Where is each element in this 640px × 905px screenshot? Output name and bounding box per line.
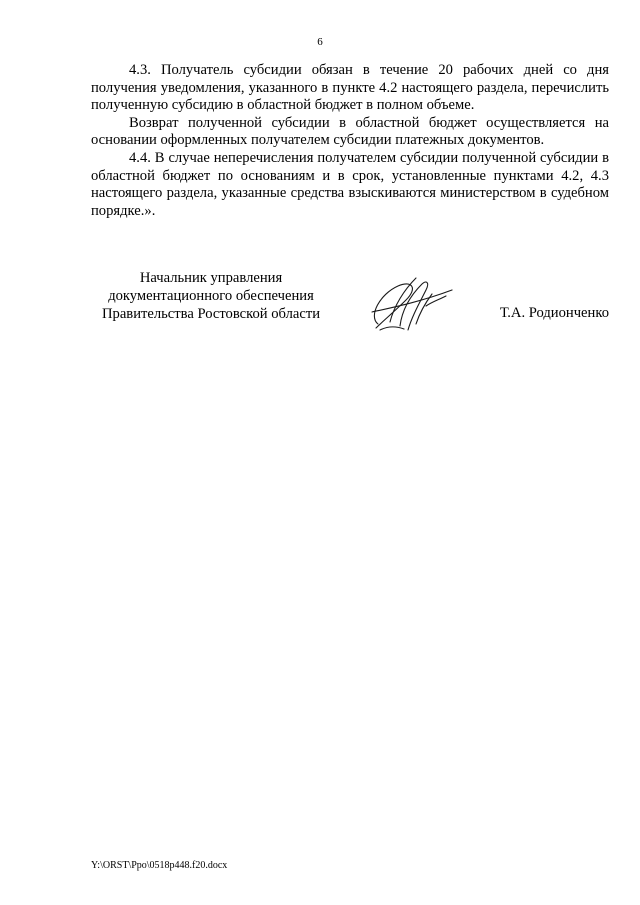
signatory-title-line: Правительства Ростовской области <box>101 306 321 322</box>
signatory-title <box>91 269 331 323</box>
document-body <box>91 62 609 220</box>
file-path-footer: Y:\ORST\Ppo\0518p448.f20.docx <box>91 860 228 871</box>
signatory-title-line: Начальник управления <box>139 270 283 286</box>
paragraph-refund: Возврат полученной субсидии в областной бюджет осуществляется на основании оформленных получателем субсидии платежных документов. <box>91 114 609 149</box>
signatory-title-line: документационного обеспечения <box>108 288 314 304</box>
handwritten-signature <box>360 272 460 336</box>
paragraph-4-4: 4.4. В случае неперечисления получателем субсидии полученной субсидии в областной бюджет по основаниям и в срок, установленные пунктами 4.2, 4.3 настоящего раздела, указанные средства взыскиваются министерством в судебном порядке.». <box>91 149 609 219</box>
signatory-name: Т.А. Родионченко <box>499 305 609 321</box>
paragraph-4-3: 4.3. Получатель субсидии обязан в течение 20 рабочих дней со дня получения уведомления, указанного в пункте 4.2 настоящего раздела, перечислить полученную субсидию в областной бюджет в полном объеме. <box>91 62 609 114</box>
page-number: 6 <box>317 36 323 48</box>
